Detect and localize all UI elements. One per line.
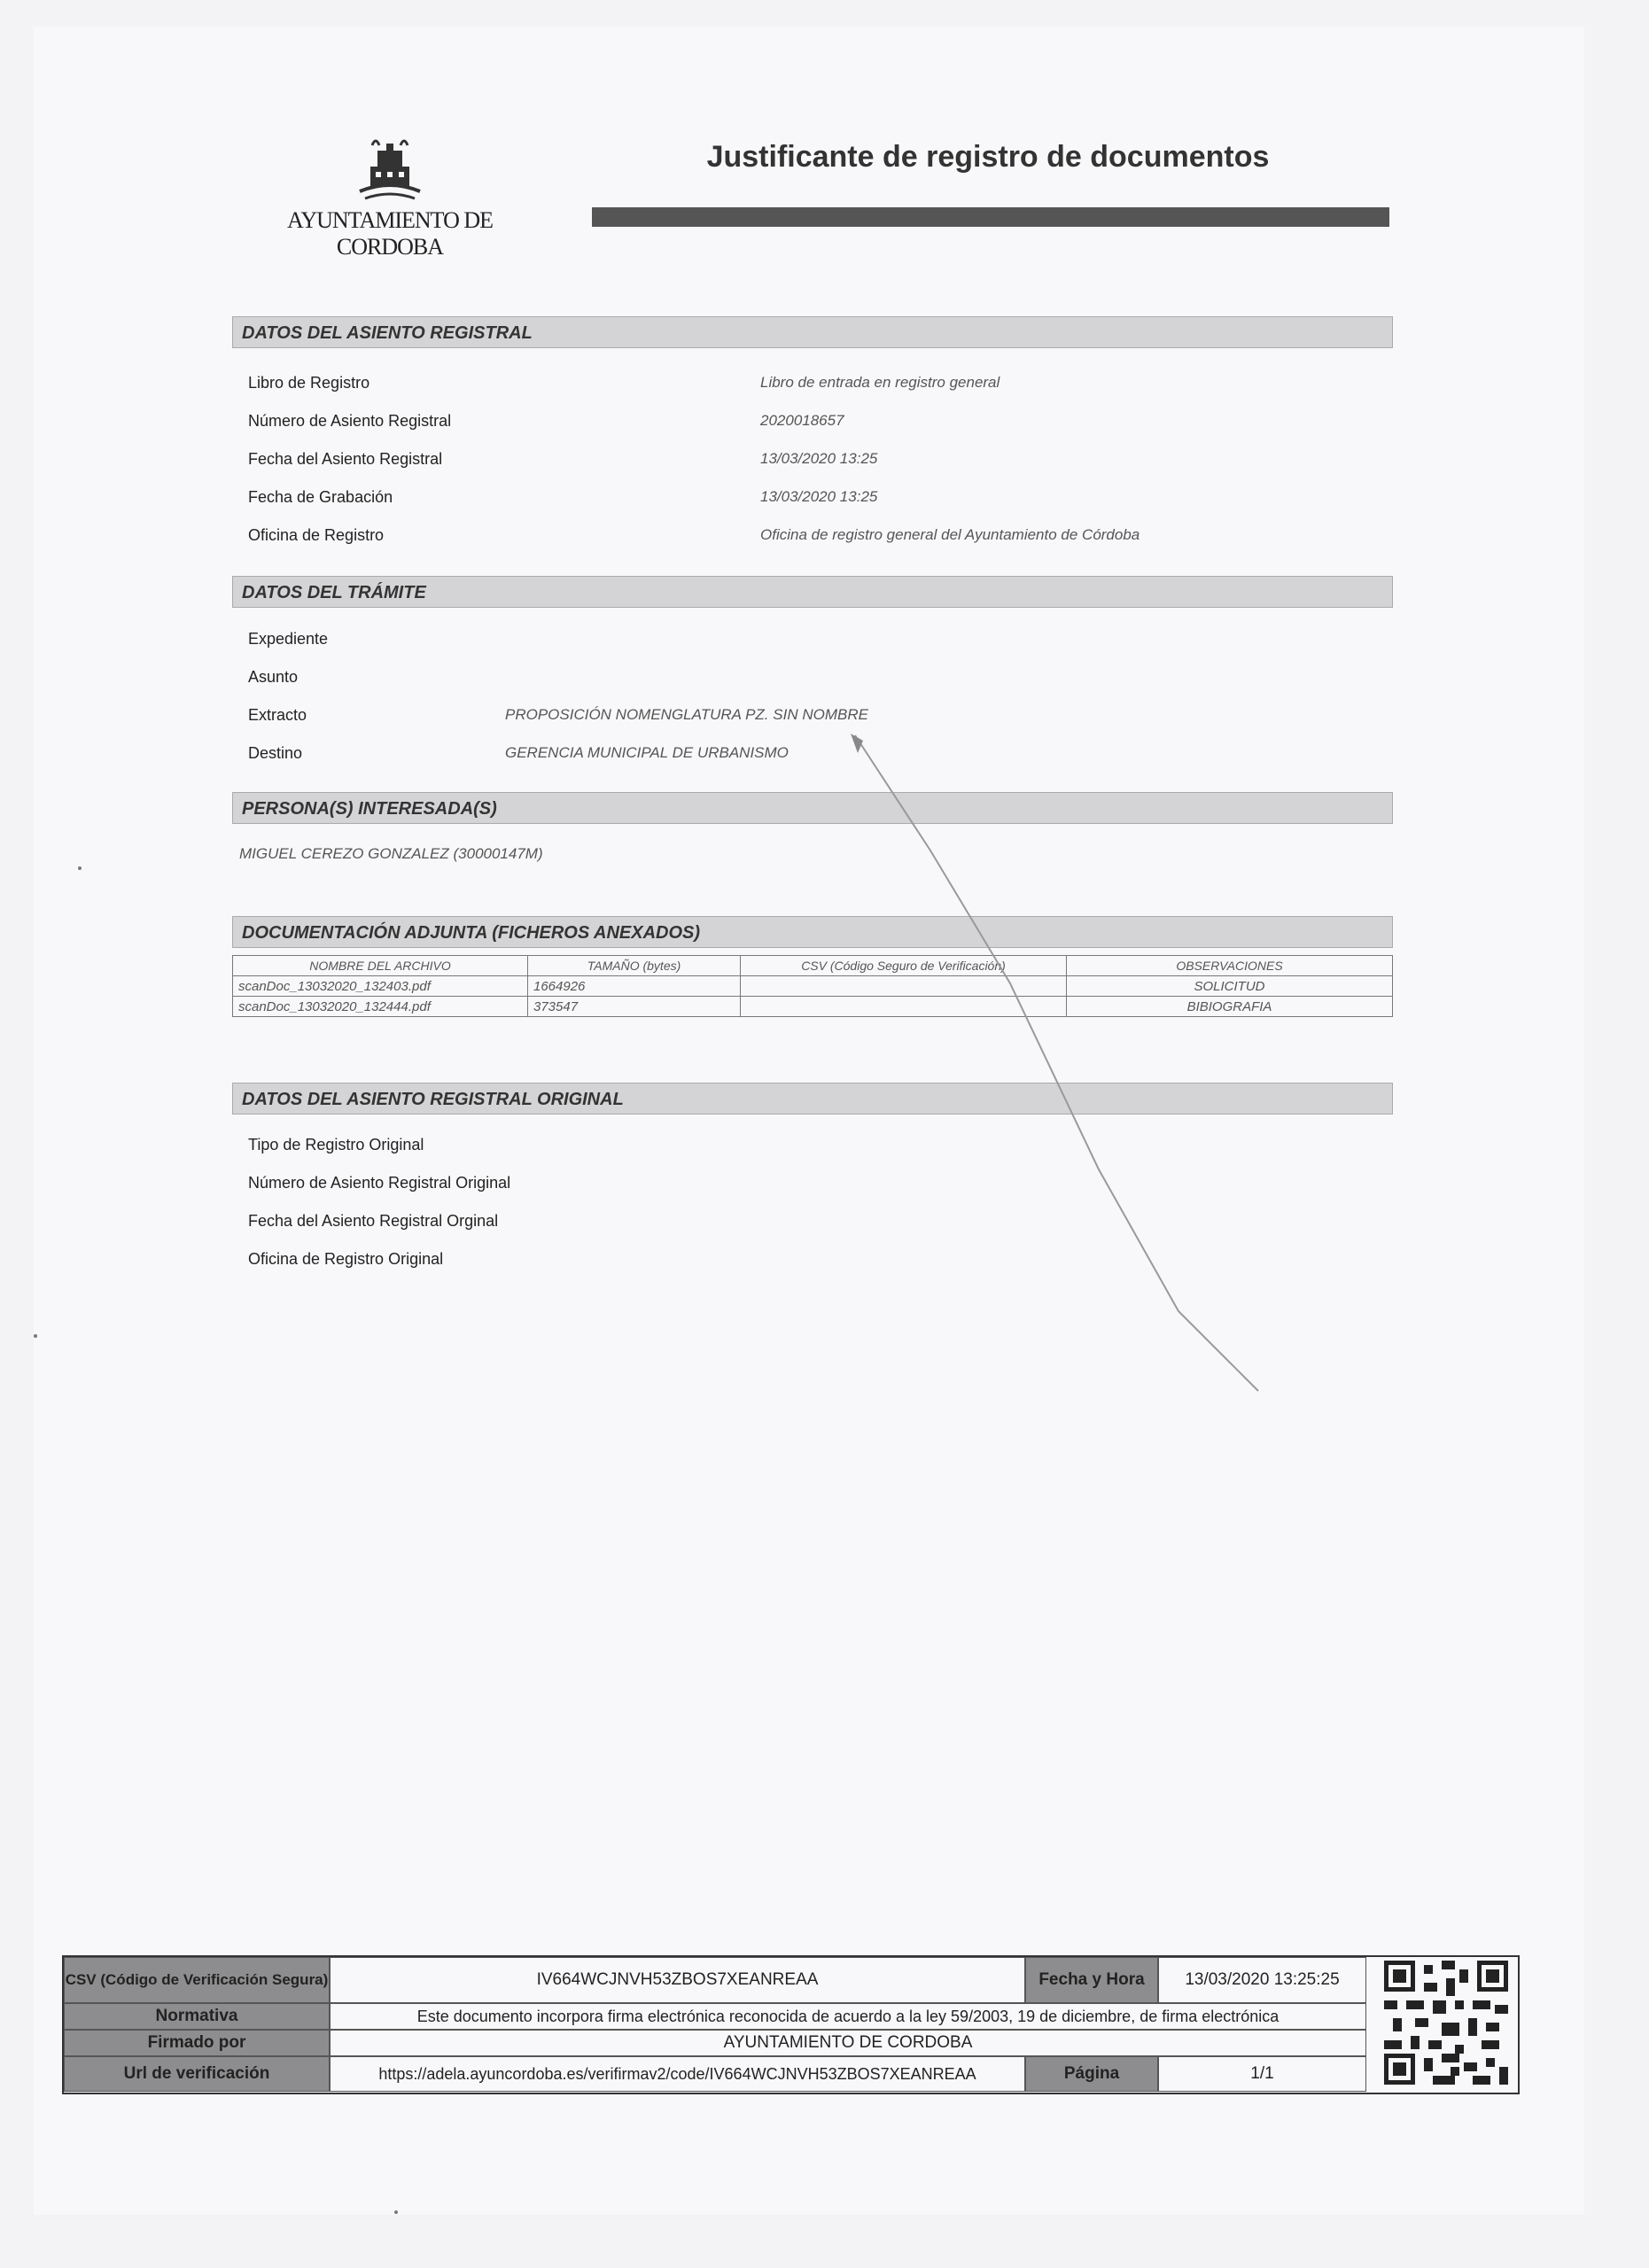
field-value: Libro de entrada en registro general xyxy=(760,374,1000,391)
interested-person: MIGUEL CEREZO GONZALEZ (30000147M) xyxy=(239,845,543,862)
normativa-value: Este documento incorpora firma electrónica reconocida de acuerdo a la ley 59/2003, 19 de diciembre, de firma electrónica xyxy=(330,2003,1366,2030)
field-label: Extracto xyxy=(248,706,307,724)
field-label: Fecha de Grabación xyxy=(248,488,393,506)
file-name: scanDoc_13032020_132403.pdf xyxy=(233,976,528,997)
scan-speck xyxy=(394,2210,398,2214)
field-label: Tipo de Registro Original xyxy=(248,1136,424,1153)
field-label: Expediente xyxy=(248,630,329,648)
field-value: 2020018657 xyxy=(760,412,844,429)
file-observations: SOLICITUD xyxy=(1067,976,1393,997)
org-name: AYUNTAMIENTO DE CORDOBA xyxy=(286,207,494,260)
column-header: TAMAÑO (bytes) xyxy=(528,956,741,976)
field-value: Oficina de registro general del Ayuntamiento de Córdoba xyxy=(760,526,1140,543)
field-label: Asunto xyxy=(248,668,299,686)
fecha-label: Fecha y Hora xyxy=(1025,1957,1158,2003)
file-observations: BIBIOGRAFIA xyxy=(1067,997,1393,1017)
file-size: 373547 xyxy=(528,997,741,1017)
column-header: NOMBRE DEL ARCHIVO xyxy=(233,956,528,976)
field-label: Oficina de Registro Original xyxy=(248,1250,444,1268)
section-heading-interesados: PERSONA(S) INTERESADA(S) xyxy=(232,792,1393,824)
fecha-value: 13/03/2020 13:25:25 xyxy=(1158,1957,1366,2003)
pagina-label: Página xyxy=(1025,2056,1158,2092)
scan-speck xyxy=(34,1334,37,1338)
verification-url[interactable]: https://adela.ayuncordoba.es/verifirmav2/code/IV664WCJNVH53ZBOS7XEANREAA xyxy=(330,2056,1025,2092)
normativa-label: Normativa xyxy=(64,2003,330,2030)
field-label: Número de Asiento Registral xyxy=(248,412,452,430)
firmado-value: AYUNTAMIENTO DE CORDOBA xyxy=(330,2030,1366,2056)
field-value: PROPOSICIÓN NOMENGLATURA PZ. SIN NOMBRE xyxy=(505,706,868,723)
section-heading-original: DATOS DEL ASIENTO REGISTRAL ORIGINAL xyxy=(232,1083,1393,1115)
column-header: OBSERVACIONES xyxy=(1067,956,1393,976)
field-value: 13/03/2020 13:25 xyxy=(760,488,878,505)
page-title: Justificante de registro de documentos xyxy=(706,140,1270,174)
firmado-label: Firmado por xyxy=(64,2030,330,2056)
field-label: Número de Asiento Registral Original xyxy=(248,1174,511,1192)
field-label: Libro de Registro xyxy=(248,374,370,392)
section-heading-tramite: DATOS DEL TRÁMITE xyxy=(232,576,1393,608)
file-size: 1664926 xyxy=(528,976,741,997)
section-heading-asiento: DATOS DEL ASIENTO REGISTRAL xyxy=(232,316,1393,348)
field-label: Oficina de Registro xyxy=(248,526,385,544)
column-header: CSV (Código Seguro de Verificación) xyxy=(741,956,1067,976)
qr-code-icon xyxy=(1384,1961,1508,2085)
pagina-value: 1/1 xyxy=(1158,2056,1366,2092)
scan-speck xyxy=(78,866,82,870)
field-value: GERENCIA MUNICIPAL DE URBANISMO xyxy=(505,744,789,761)
field-label: Fecha del Asiento Registral xyxy=(248,450,443,468)
csv-label: CSV (Código de Verificación Segura) xyxy=(64,1957,330,2003)
field-label: Destino xyxy=(248,744,303,762)
file-name: scanDoc_13032020_132444.pdf xyxy=(233,997,528,1017)
csv-value: IV664WCJNVH53ZBOS7XEANREAA xyxy=(330,1957,1025,2003)
field-value: 13/03/2020 13:25 xyxy=(760,450,878,467)
field-label: Fecha del Asiento Registral Orginal xyxy=(248,1212,499,1230)
section-heading-documentacion: DOCUMENTACIÓN ADJUNTA (FICHEROS ANEXADOS) xyxy=(232,916,1393,948)
url-label: Url de verificación xyxy=(64,2056,330,2092)
